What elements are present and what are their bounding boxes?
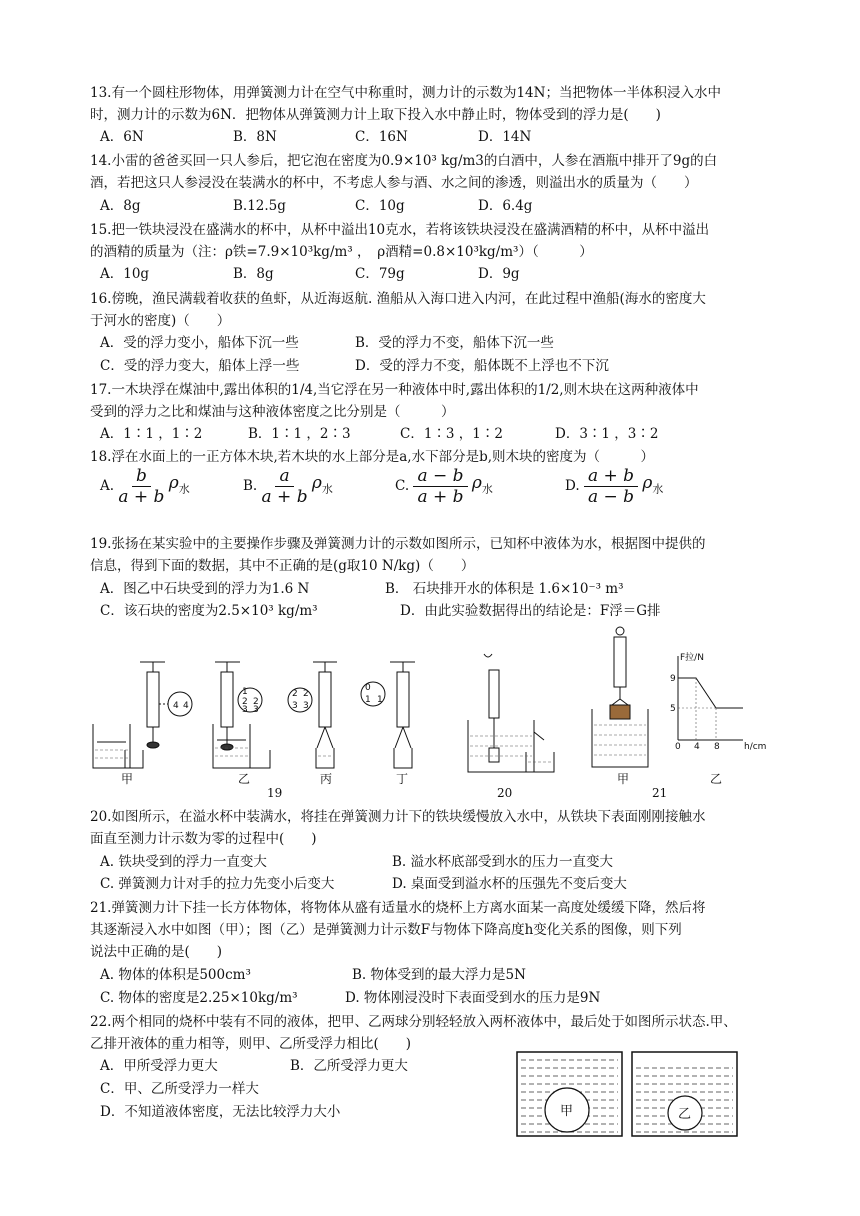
q21-option-a[interactable]: A. 物体的体积是500cm³: [100, 967, 251, 983]
dial-b-bottom-right: 3: [253, 705, 259, 715]
q17-option-c[interactable]: C．1∶3 ，1∶2: [400, 426, 503, 442]
q14-option-d[interactable]: D．6.4g: [478, 198, 533, 214]
iron-block: [489, 748, 499, 762]
q16-option-a[interactable]: A．受的浮力变小，船体下沉一些: [100, 335, 299, 351]
dial-b-mid-right: 2: [253, 697, 259, 707]
q18-option-a[interactable]: [100, 466, 190, 507]
fig19-label-jia: 甲: [121, 772, 134, 786]
dial-d-left: 1: [365, 695, 371, 705]
q13-stem-line1: 13.有一个圆柱形物体，用弹簧测力计在空气中称重时，测力计的示数为14N；当把物体一半体积浸入水中: [90, 85, 721, 101]
q19-stem-line2: 信息，得到下面的数据，其中不正确的是(g取10 N/kg)（ ）: [90, 558, 475, 574]
q14-option-a[interactable]: A．8g: [100, 198, 141, 214]
rho-water: $\rho_水$: [168, 473, 190, 496]
dial-c-bottom-left: 3: [292, 701, 298, 711]
q18-option-c[interactable]: [395, 466, 493, 507]
wooden-block: [610, 705, 630, 719]
q20-option-b[interactable]: B. 溢水杯底部受到水的压力一直变大: [392, 854, 614, 870]
q21-option-d[interactable]: D. 物体刚浸没时下表面受到水的压力是9N: [345, 990, 601, 1006]
fig21-label-yi: 乙: [710, 772, 723, 786]
q22-stem-line2: 乙排开液体的重力相等，则甲、乙所受浮力相比( ): [90, 1036, 412, 1052]
q18-option-b[interactable]: [243, 466, 333, 507]
q18-fraction: $\frac{b}{a + b}$: [118, 466, 165, 507]
q21-stem-line1: 21.弹簧测力计下挂一长方体物体，将物体从盛有适量水的烧杯上方离水面某一高度处缓缓下降，然后将: [90, 900, 706, 916]
dial-a-left: 4: [173, 701, 179, 711]
q17-option-d[interactable]: D．3∶1 ，3∶2: [555, 426, 659, 442]
graph-xtick-4: 4: [694, 742, 700, 752]
q18-fraction: $\frac{a + b}{a - b}$: [584, 466, 638, 507]
graph-xtick-0: 0: [675, 742, 681, 752]
fig19-number: 19: [267, 786, 283, 800]
fig19-label-yi: 乙: [238, 772, 251, 786]
q22-option-d[interactable]: D．不知道液体密度，无法比较浮力大小: [100, 1104, 341, 1120]
q13-option-d[interactable]: D．14N: [478, 129, 532, 145]
graph-xtick-8: 8: [714, 742, 720, 752]
q15-stem-line2: 的酒精的质量为（注：ρ铁=7.9×10³kg/m³ ， ρ酒精=0.8×10³kg/m³）（ ）: [90, 244, 593, 260]
fig21-apparatus: [590, 625, 660, 775]
q18-option-letter: C.: [395, 478, 410, 494]
fig21-label-jia: 甲: [617, 772, 630, 786]
fig20-diagram: [462, 650, 572, 775]
fig19-label-ding: 丁: [396, 772, 409, 786]
q21-stem-line2: 其逐渐浸入水中如图（甲）；图（乙）是弹簧测力计示数F与物体下降高度h变化关系的图像，则下列: [90, 922, 682, 938]
dial-b-mid: 2: [242, 697, 248, 707]
q19-option-a[interactable]: A．图乙中石块受到的浮力为1.6 N: [100, 581, 310, 597]
hook: [616, 627, 624, 635]
spring-scale: [147, 672, 159, 727]
q16-stem-line1: 16.傍晚，渔民满载着收获的鱼虾，从近海返航. 渔船从入海口进入内河，在此过程中渔船(海水的密度大: [90, 291, 706, 307]
q14-option-b[interactable]: B.12.5g: [233, 198, 286, 214]
rho-water: $\rho_水$: [311, 473, 333, 496]
q15-option-b[interactable]: B．8g: [233, 266, 274, 282]
q22-option-c[interactable]: C．甲、乙所受浮力一样大: [100, 1081, 259, 1097]
q17-stem-line2: 受到的浮力之比和煤油与这种液体密度之比分别是（ ）: [90, 404, 455, 420]
fig22-beakers: [515, 1050, 755, 1140]
q16-option-b[interactable]: B．受的浮力不变，船体下沉一些: [355, 335, 554, 351]
q15-option-c[interactable]: C．79g: [355, 266, 405, 282]
q20-option-d[interactable]: D. 桌面受到溢水杯的压强先不变后变大: [392, 876, 627, 892]
hand: [484, 654, 492, 657]
cup-with-water: [316, 748, 334, 768]
q21-option-b[interactable]: B. 物体受到的最大浮力是5N: [352, 967, 526, 983]
dial-c-bottom-right: 3: [303, 701, 309, 711]
q13-option-a[interactable]: A．6N: [100, 129, 144, 145]
dial-b-top: 1: [242, 687, 248, 697]
q21-stem-line3: 说法中正确的是( ): [90, 944, 223, 960]
q22-option-a[interactable]: A．甲所受浮力更大: [100, 1058, 218, 1074]
q18-option-letter: B.: [243, 478, 258, 494]
q18-option-d[interactable]: [565, 466, 663, 507]
dial-c-top-right: 2: [303, 689, 309, 699]
q14-stem-line2: 酒，若把这只人参浸没在装满水的杯中，不考虑人参与酒、水之间的渗透，则溢出水的质量为（ ）: [90, 175, 698, 191]
empty-cup: [394, 748, 412, 768]
q20-option-c[interactable]: C. 弹簧测力计对手的拉力先变小后变大: [100, 876, 335, 892]
q20-option-a[interactable]: A. 铁块受到的浮力一直变大: [100, 854, 267, 870]
graph-ytick-5: 5: [670, 704, 676, 714]
fig19-label-bing: 丙: [320, 772, 333, 786]
graph-ylabel: F拉/N: [680, 653, 704, 663]
q18-stem: 18.浮在水面上的一正方体木块,若木块的水上部分是a,水下部分是b,则木块的密度为（ ）: [90, 449, 655, 465]
q15-option-a[interactable]: A．10g: [100, 266, 150, 282]
force-line: [678, 678, 743, 708]
stone: [147, 742, 159, 748]
q13-option-b[interactable]: B．8N: [233, 129, 277, 145]
overflow-beaker: [93, 724, 130, 768]
q20-stem-line1: 20.如图所示，在溢水杯中装满水，将挂在弹簧测力计下的铁块缓慢放入水中，从铁块下表面刚刚接触水: [90, 809, 706, 825]
q20-stem-line2: 面直至测力计示数为零的过程中( ): [90, 831, 317, 847]
small-cup: [125, 750, 143, 768]
ball-yi-label: 乙: [678, 1107, 692, 1122]
q18-option-letter: A.: [100, 478, 115, 494]
q19-option-c[interactable]: C．该石块的密度为2.5×10³ kg/m³: [100, 603, 318, 619]
q19-option-b[interactable]: B． 石块排开水的体积是 1.6×10⁻³ m³: [385, 581, 624, 597]
dial-d-right: 1: [377, 695, 383, 705]
rho-water: $\rho_水$: [642, 473, 664, 496]
spring-scale: [614, 637, 626, 687]
q17-option-a[interactable]: A．1∶1 ，1∶2: [100, 426, 203, 442]
q17-stem-line1: 17.一木块浮在煤油中,露出体积的1/4,当它浮在另一种液体中时,露出体积的1/2,则木块在这两种液体中: [90, 382, 699, 398]
q18-option-letter: D.: [565, 478, 580, 494]
q16-stem-line2: 于河水的密度)（ ）: [90, 313, 231, 329]
fig19-diagram: [85, 650, 425, 780]
fig21-graph: [668, 650, 778, 750]
ball-jia-label: 甲: [560, 1104, 574, 1119]
q18-fraction: $\frac{a}{a + b}$: [261, 466, 308, 507]
dial-d-top: 0: [365, 683, 371, 693]
q15-option-d[interactable]: D．9g: [478, 266, 520, 282]
fig21-number: 21: [652, 786, 668, 800]
q16-option-d[interactable]: D．受的浮力不变，船体既不上浮也不下沉: [355, 358, 609, 374]
graph-ytick-9: 9: [670, 674, 676, 684]
q14-option-c[interactable]: C．10g: [355, 198, 405, 214]
q18-fraction: $\frac{a - b}{a + b}$: [413, 466, 467, 507]
q13-option-c[interactable]: C．16N: [355, 129, 408, 145]
q22-stem-line1: 22.两个相同的烧杯中装有不同的液体，把甲、乙两球分别轻轻放入两杯液体中，最后处于如图所示状态.甲、: [90, 1014, 737, 1030]
q14-stem-line1: 14.小雷的爸爸买回一只人参后，把它泡在密度为0.9×10³ kg/m3的白酒中，人参在酒瓶中排开了9g的白: [90, 153, 718, 169]
q21-option-c[interactable]: C. 物体的密度是2.25×10kg/m³: [100, 990, 298, 1006]
graph-xlabel: h/cm: [744, 742, 767, 752]
q17-option-b[interactable]: B．1∶1 ，2∶3: [248, 426, 351, 442]
q15-stem-line1: 15.把一铁块浸没在盛满水的杯中，从杯中溢出10克水，若将该铁块浸没在盛满酒精的杯中，从杯中溢出: [90, 222, 710, 238]
fig20-number: 20: [497, 786, 513, 800]
q13-stem-line2: 时，测力计的示数为6N．把物体从弹簧测力计上取下投入水中静止时，物体受到的浮力是( ): [90, 107, 661, 123]
q19-option-d[interactable]: D．由此实验数据得出的结论是：F浮＝G排: [400, 603, 661, 619]
q22-option-b[interactable]: B．乙所受浮力更大: [290, 1058, 408, 1074]
q16-option-c[interactable]: C．受的浮力变大，船体上浮一些: [100, 358, 300, 374]
dial-a-right: 4: [183, 701, 189, 711]
dial-c-top-left: 2: [292, 689, 298, 699]
q19-stem-line1: 19.张扬在某实验中的主要操作步骤及弹簧测力计的示数如图所示，已知杯中液体为水，根据图中提供的: [90, 536, 706, 552]
dial-b-bottom: 3: [242, 705, 248, 715]
spring-scale: [489, 670, 499, 718]
rho-water: $\rho_水$: [471, 473, 493, 496]
